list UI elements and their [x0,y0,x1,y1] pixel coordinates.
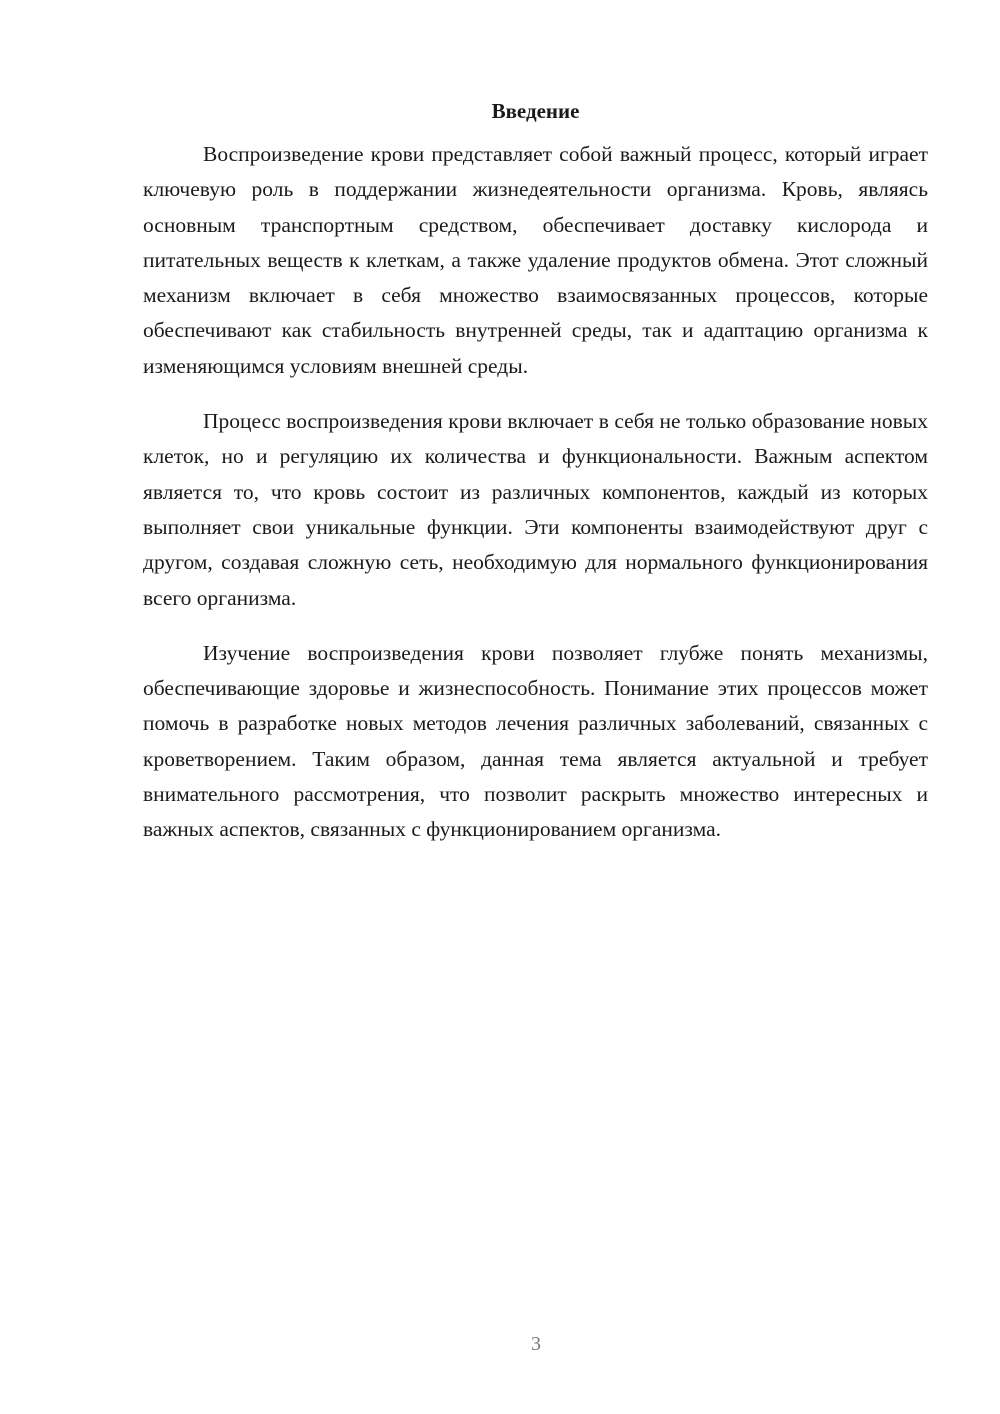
page-content [143,96,928,868]
paragraph-2: Процесс воспроизведения крови включает в себя не только образование новых клеток, но и регуляцию их количества и функциональности. Важным аспектом является то, что кровь состоит из различных компонентов, каждый из которых выполняет свои уникальные функции. Эти компоненты взаимодействуют друг с другом, создавая сложную сеть, необходимую для нормального функционирования всего организма. [143,409,928,610]
page-number: 3 [531,1333,541,1355]
paragraph-1: Воспроизведение крови представляет собой важный процесс, который играет ключевую роль в поддержании жизнедеятельности организма. Кровь, являясь основным транспортным средством, обеспечивает доставку кислорода и питательных веществ к клеткам, а также удаление продуктов обмена. Этот сложный механизм включает в себя множество взаимосвязанных процессов, которые обеспечивают как стабильность внутренней среды, так и адаптацию организма к изменяющимся условиям внешней среды. [143,142,928,378]
section-heading: Введение [491,99,580,123]
paragraph-3: Изучение воспроизведения крови позволяет глубже понять механизмы, обеспечивающие здоровье и жизнеспособность. Понимание этих процессов может помочь в разработке новых методов лечения различных заболеваний, связанных с кроветворением. Таким образом, данная тема является актуальной и требует внимательного рассмотрения, что позволит раскрыть множество интересных и важных аспектов, связанных с функционированием организма. [143,640,928,842]
